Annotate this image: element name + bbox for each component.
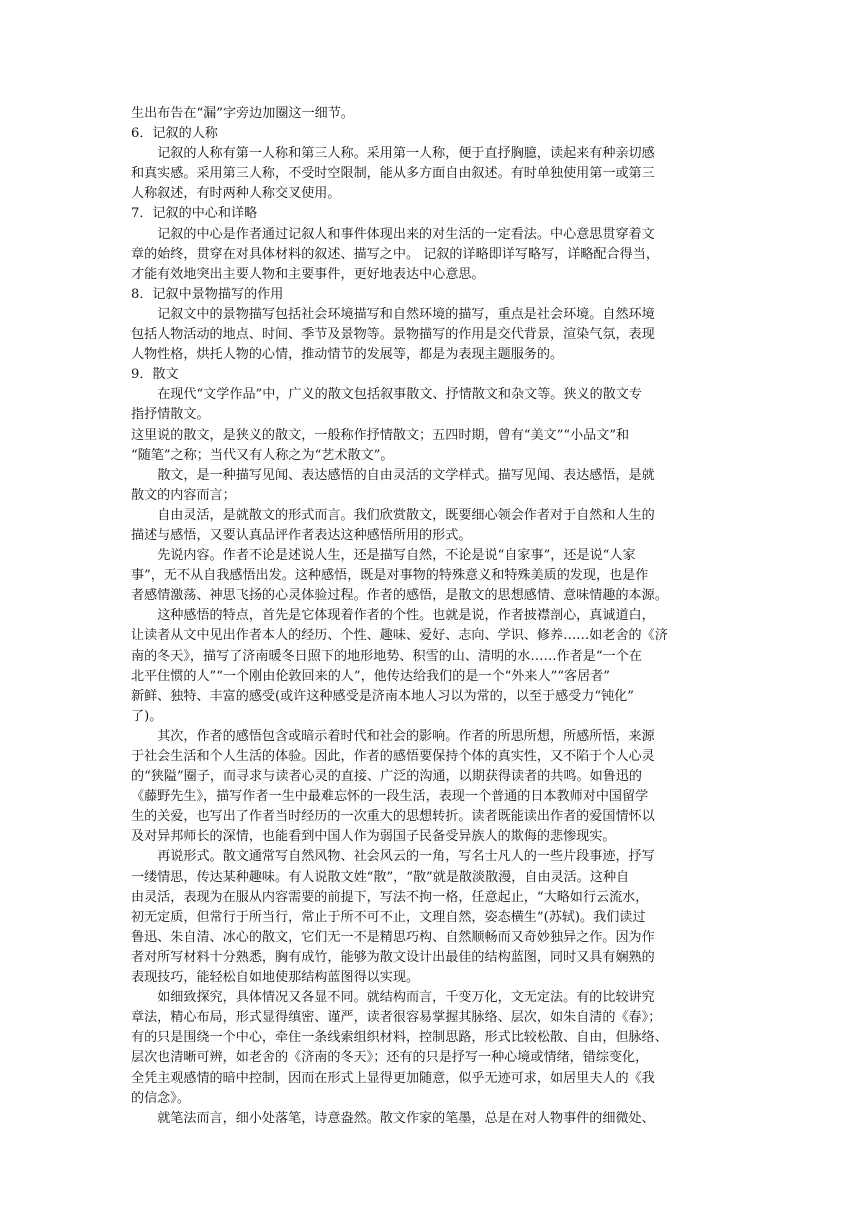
text-line: 让读者从文中见出作者本人的经历、个性、趣味、爱好、志向、学识、修养……如老舍的《济 <box>131 628 668 644</box>
text-line: 指抒情散文。 <box>131 407 210 423</box>
text-line: 鲁迅、朱自清、冰心的散文，它们无一不是精思巧构、自然顺畅而又奇妙独异之作。因为作 <box>131 929 655 945</box>
text-line: 的信念》。 <box>131 1090 190 1106</box>
text-line: 先说内容。作者不论是述说人生，还是描写自然，不论是说“自家事”，还是说“人家 <box>157 548 636 564</box>
text-line: 了)。 <box>131 708 163 724</box>
text-line: 记叙文中的景物描写包括社会环境描写和自然环境的描写，重点是社会环境。自然环境 <box>157 306 655 322</box>
text-line: 这里说的散文，是狭义的散文，一般称作抒情散文；五四时期，曾有“美文”“小品文”和 <box>131 427 630 443</box>
text-line: 生出布告在“漏”字旁边加圈这一细节。 <box>131 106 354 121</box>
text-line: 包括人物活动的地点、时间、季节及景物等。景物描写的作用是交代背景，渲染气氛，表现 <box>131 327 655 343</box>
text-line: 全凭主观感情的暗中控制，因而在形式上显得更加随意，似乎无迹可求，如居里夫人的《我 <box>131 1070 655 1086</box>
text-line: 表现技巧，能轻松自如地使那结构蓝图得以实现。 <box>131 970 420 986</box>
text-line: 及对异邦师长的深情，也能看到中国人作为弱国子民备受异族人的欺侮的悲惨现实。 <box>131 829 616 845</box>
text-line: “随笔”之称；当代又有人称之为“艺术散文”。 <box>131 447 394 463</box>
text-line: 一缕情思，传达某种趣味。有人说散文姓“散”，“散”就是散淡散漫，自由灵活。这种自 <box>131 869 630 885</box>
text-line: 散文的内容而言； <box>131 487 236 503</box>
section-heading: 7．记叙的中心和详略 <box>131 206 258 222</box>
text-line: 《藤野先生》，描写作者一生中最难忘怀的一段生活，表现一个普通的日本教师对中国留学 <box>131 789 649 805</box>
text-line: 由灵活，表现为在服从内容需要的前提下，写法不拘一格，任意起止，“大略如行云流水， <box>131 889 649 905</box>
text-line: 就笔法而言，细小处落笔，诗意盎然。散文作家的笔墨，总是在对人物事件的细微处、 <box>157 1110 655 1126</box>
text-line: 在现代“文学作品”中，广义的散文包括叙事散文、抒情散文和杂文等。狭义的散文专 <box>157 387 642 403</box>
text-line: 其次，作者的感悟包含或暗示着时代和社会的影响。作者的所思所想，所感所悟，来源 <box>157 728 655 744</box>
text-line: 生的关爱，也写出了作者当时经历的一次重大的思想转折。读者既能读出作者的爱国情怀以 <box>131 809 655 825</box>
text-line: 北平住惯的人”“一个刚由伦敦回来的人”，他传达给我们的是一个“外来人”“客居者” <box>131 668 610 684</box>
text-line: 新鲜、独特、丰富的感受(或许这种感受是济南本地人习以为常的，以至于感受力“钝化” <box>131 688 634 704</box>
text-line: 这种感悟的特点，首先是它体现着作者的个性。也就是说，作者披襟剖心，真诚道白， <box>157 608 655 624</box>
text-line: 才能有效地突出主要人物和主要事件，更好地表达中心意思。 <box>131 266 485 282</box>
text-line: 者对所写材料十分熟悉，胸有成竹，能够为散文设计出最佳的结构蓝图，同时又具有娴熟的 <box>131 949 655 965</box>
text-line: 自由灵活，是就散文的形式而言。我们欣赏散文，既要细心领会作者对于自然和人生的 <box>157 507 655 523</box>
text-line: 记叙的中心是作者通过记叙人和事件体现出来的对生活的一定看法。中心意思贯穿着文 <box>157 226 655 242</box>
text-line: 初无定质，但常行于所当行，常止于所不可不止，文理自然，姿态横生”(苏轼)。我们读过 <box>131 909 646 925</box>
text-line: 人物性格，烘托人物的心情，推动情节的发展等，都是为表现主题服务的。 <box>131 347 564 363</box>
text-line: 人称叙述，有时两种人称交叉使用。 <box>131 186 341 202</box>
text-line: 散文，是一种描写见闻、表达感悟的自由灵活的文学样式。描写见闻、表达感悟，是就 <box>157 467 655 483</box>
text-line: 记叙的人称有第一人称和第三人称。采用第一人称，便于直抒胸臆，读起来有种亲切感 <box>157 146 655 162</box>
section-heading: 8．记叙中景物描写的作用 <box>131 286 284 302</box>
text-line: 南的冬天》，描写了济南暖冬日照下的地形地势、积雪的山、清明的水……作者是“一个在 <box>131 648 642 664</box>
text-line: 者感情激荡、神思飞扬的心灵体验过程。作者的感悟，是散文的思想感情、意味情趣的本源。 <box>131 588 668 604</box>
text-line: 有的只是围绕一个中心，牵住一条线索组织材料，控制思路，形式比较松散、自由，但脉络、 <box>131 1030 668 1046</box>
section-heading: 9．散文 <box>131 367 179 383</box>
text-line: 的“狭隘”圈子，而寻求与读者心灵的直接、广泛的沟通，以期获得读者的共鸣。如鲁迅的 <box>131 769 642 785</box>
text-line: 章法，精心布局，形式显得缜密、谨严，读者很容易掌握其脉络、层次，如朱自清的《春》； <box>131 1010 662 1026</box>
text-line: 描述与感悟，又要认真品评作者表达这种感悟所用的形式。 <box>131 527 472 543</box>
text-line: 章的始终，贯穿在对具体材料的叙述、描写之中。 记叙的详略即详写略写，详略配合得当， <box>131 246 659 262</box>
text-line: 和真实感。采用第三人称，不受时空限制，能从多方面自由叙述。有时单独使用第一或第三 <box>131 166 655 182</box>
text-line: 事”，无不从自我感悟出发。这种感悟，既是对事物的特殊意义和特殊美质的发现，也是作 <box>131 568 649 584</box>
text-line: 再说形式。散文通常写自然风物、社会风云的一角，写名士凡人的一些片段事迹，抒写 <box>157 849 655 865</box>
section-heading: 6．记叙的人称 <box>131 126 218 142</box>
document-page <box>131 104 731 1129</box>
text-line: 如细致探究，具体情况又各显不同。就结构而言，千变万化，文无定法。有的比较讲究 <box>157 990 655 1006</box>
text-line: 层次也清晰可辨，如老舍的《济南的冬天》；还有的只是抒写一种心境或情绪，错综变化， <box>131 1050 649 1066</box>
text-line: 于社会生活和个人生活的体验。因此，作者的感悟要保持个体的真实性，又不陷于个人心灵 <box>131 749 655 764</box>
